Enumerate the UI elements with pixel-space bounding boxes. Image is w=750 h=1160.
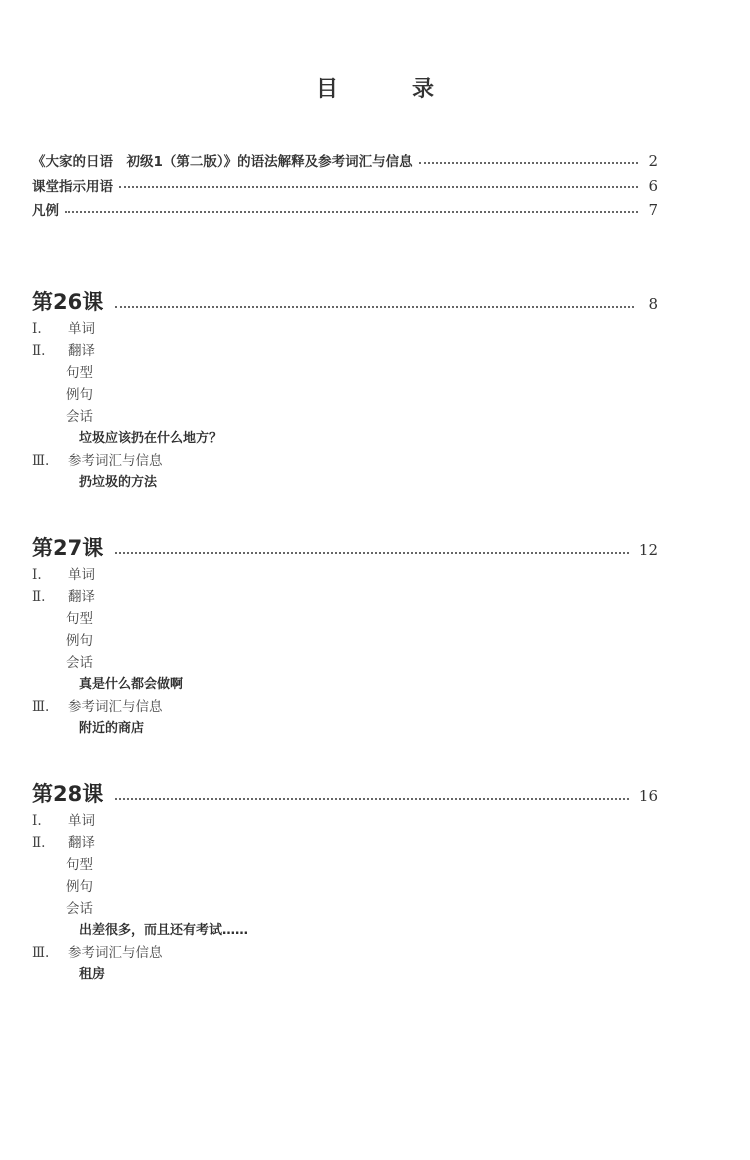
subsection-sentence-patterns[interactable]: 句型 <box>66 611 93 627</box>
toc-entry-page: 6 <box>648 176 658 195</box>
section-reference[interactable]: Ⅲ. 参考词汇与信息 <box>32 699 163 715</box>
page-title: 目 录 <box>315 77 460 102</box>
toc-entry-label: 课堂指示用语 <box>32 178 113 195</box>
leader-dots <box>419 161 638 164</box>
leader-dots <box>65 210 638 213</box>
conversation-title[interactable]: 垃圾应该扔在什么地方？ <box>79 431 223 446</box>
subsection-conversation[interactable]: 会话 <box>66 901 93 917</box>
section-translation[interactable]: Ⅱ. 翻译 <box>32 343 95 359</box>
reference-title[interactable]: 扔垃圾的方法 <box>79 475 158 490</box>
lesson-heading-row[interactable] <box>32 778 658 810</box>
lesson-heading-row[interactable] <box>32 286 658 318</box>
subsection-examples[interactable]: 例句 <box>66 879 93 895</box>
subsection-sentence-patterns[interactable]: 句型 <box>66 857 93 873</box>
lesson-section <box>32 778 658 986</box>
subsection-conversation[interactable]: 会话 <box>66 409 93 425</box>
toc-entry-label: 《大家的日语 初级1（第二版）》的语法解释及参考词汇与信息 <box>32 154 413 170</box>
lesson-page: 12 <box>638 541 658 559</box>
lesson-heading: 第26课 <box>32 290 104 314</box>
section-vocabulary[interactable]: Ⅰ. 单词 <box>32 567 95 583</box>
toc-entry-label: 凡例 <box>32 203 59 219</box>
lesson-section <box>32 286 658 494</box>
subsection-conversation[interactable]: 会话 <box>66 655 93 671</box>
section-reference[interactable]: Ⅲ. 参考词汇与信息 <box>32 453 163 469</box>
section-translation[interactable]: Ⅱ. 翻译 <box>32 589 95 605</box>
leader-dots <box>119 185 638 188</box>
subsection-sentence-patterns[interactable]: 句型 <box>66 365 93 381</box>
lesson-page: 16 <box>638 787 658 805</box>
front-matter-list <box>32 150 658 224</box>
lesson-section <box>32 532 658 740</box>
leader-dots <box>115 797 629 800</box>
subsection-examples[interactable]: 例句 <box>66 387 93 403</box>
reference-title[interactable]: 附近的商店 <box>79 721 145 736</box>
section-vocabulary[interactable]: Ⅰ. 单词 <box>32 813 95 829</box>
subsection-examples[interactable]: 例句 <box>66 633 93 649</box>
lesson-heading-row[interactable] <box>32 532 658 564</box>
toc-entry[interactable] <box>32 175 658 200</box>
conversation-title[interactable]: 真是什么都会做啊 <box>79 677 184 692</box>
conversation-title[interactable]: 出差很多，而且还有考试…… <box>79 923 249 938</box>
reference-title[interactable]: 租房 <box>79 967 106 982</box>
section-translation[interactable]: Ⅱ. 翻译 <box>32 835 95 851</box>
toc-entry[interactable] <box>32 199 658 224</box>
lesson-heading: 第28课 <box>32 782 104 806</box>
toc-entry-page: 7 <box>648 201 658 219</box>
lesson-page: 8 <box>648 295 658 313</box>
section-vocabulary[interactable]: Ⅰ. 单词 <box>32 321 95 337</box>
leader-dots <box>115 305 634 308</box>
toc-entry[interactable] <box>32 150 658 175</box>
leader-dots <box>115 551 629 554</box>
toc-entry-page: 2 <box>648 152 658 170</box>
section-reference[interactable]: Ⅲ. 参考词汇与信息 <box>32 945 163 961</box>
lesson-heading: 第27课 <box>32 536 104 560</box>
